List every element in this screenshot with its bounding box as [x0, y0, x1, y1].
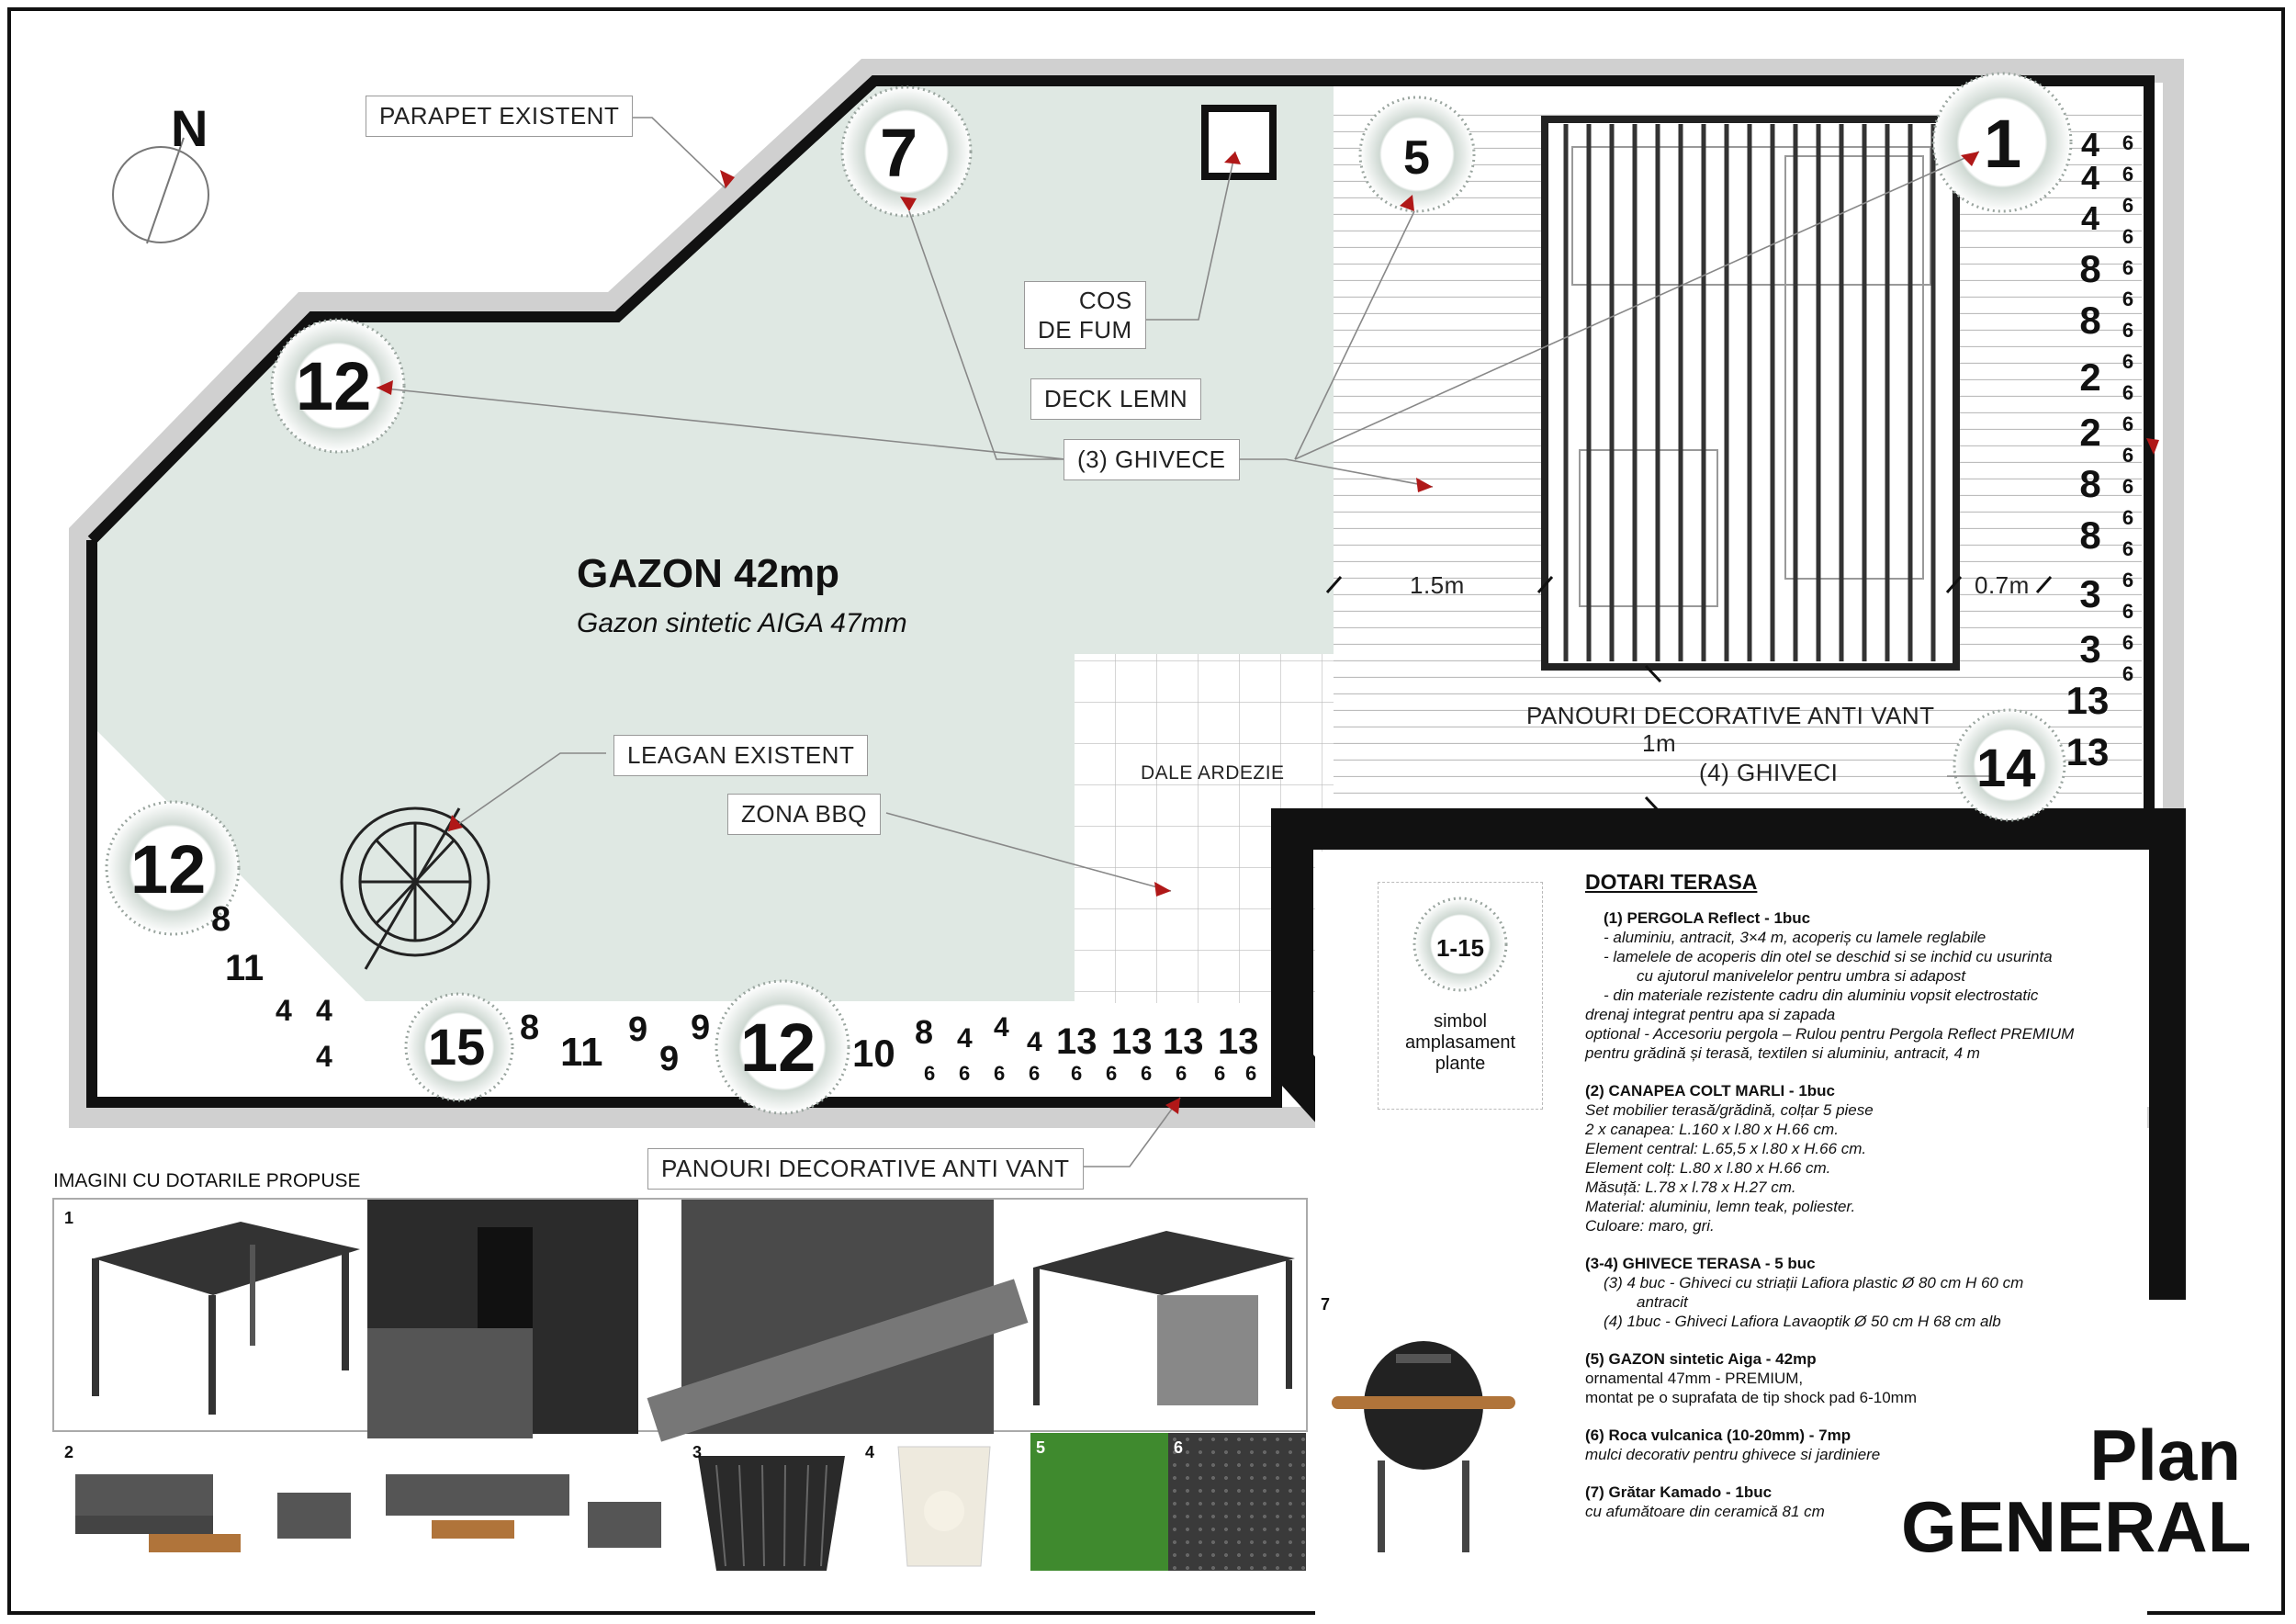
- right-six-column: [2117, 133, 2139, 695]
- photo-pergola: [57, 1203, 360, 1424]
- plant-symbol-legend: [1378, 882, 1543, 1110]
- pergola-screen-illustration: [1019, 1203, 1304, 1424]
- photo-pergola-detail: [367, 1200, 638, 1434]
- item-line: Element colț: L.80 x l.80 x H.66 cm.: [1585, 1159, 1831, 1177]
- plant-label: 4: [1027, 1027, 1042, 1057]
- label-parapet: PARAPET EXISTENT: [366, 96, 633, 137]
- plant-label: 6: [2122, 569, 2134, 592]
- plant-label: 8: [520, 1009, 540, 1047]
- photo-pergola-screen: [1019, 1203, 1304, 1424]
- plant-label: 4: [316, 1040, 332, 1073]
- plant-label: 6: [2122, 319, 2134, 342]
- plant-12b: 12: [130, 831, 207, 908]
- plant-label: 6: [2122, 225, 2134, 248]
- plant-label: 13: [2065, 679, 2110, 722]
- item-line: drenaj integrat pentru apa si zapada: [1585, 1006, 1836, 1023]
- plant-label: 8: [211, 900, 231, 939]
- plant-label: 6: [2122, 163, 2134, 186]
- item-line: Set mobilier terasă/grădină, colțar 5 piese: [1585, 1101, 1874, 1119]
- pot-3-illustration: [689, 1438, 854, 1575]
- item-line: - lamelele de acoperis din otel se deschid si se inchid cu usurinta: [1604, 948, 2053, 965]
- item-heading: (7) Grătar Kamado - 1buc: [1585, 1483, 1773, 1501]
- plant-label: 6: [1141, 1062, 1153, 1085]
- plant-label: 6: [1029, 1062, 1041, 1085]
- photo-pot-4: [861, 1438, 1027, 1575]
- legend-line1: simbol: [1434, 1011, 1487, 1032]
- item-line: Element central: L.65,5 x l.80 x H.66 cm.: [1585, 1140, 1867, 1157]
- item-line: 2 x canapea: L.160 x l.80 x H.66 cm.: [1585, 1121, 1839, 1138]
- chimney: [1205, 108, 1273, 176]
- dim-1-5m: 1.5m: [1410, 571, 1465, 599]
- plant-label: 2: [2079, 411, 2101, 454]
- label-pots-3: (3) GHIVECE: [1064, 439, 1240, 480]
- plant-label: 8: [2079, 247, 2101, 290]
- photo-sofa: [57, 1438, 378, 1575]
- right-plant-column: [2065, 126, 2114, 784]
- item-line: Material: aluminiu, lemn teak, poliester.: [1585, 1198, 1856, 1215]
- label-panels-bottom: PANOURI DECORATIVE ANTI VANT: [647, 1148, 1084, 1190]
- label-bbq: ZONA BBQ: [727, 794, 881, 835]
- item-line: optional - Accesoriu pergola – Rulou pentru Pergola Reflect PREMIUM: [1585, 1025, 2075, 1043]
- label-panels-top: PANOURI DECORATIVE ANTI VANT: [1526, 702, 1935, 729]
- plant-label: 13: [1056, 1021, 1097, 1062]
- item-lawn: [1585, 1349, 2099, 1407]
- plant-label: 6: [959, 1062, 971, 1085]
- plant-label: 6: [2122, 194, 2134, 217]
- label-chimney: [1024, 281, 1146, 349]
- photo-number: 5: [1036, 1438, 1046, 1457]
- plant-label: 4: [2080, 199, 2100, 237]
- plant-label: 13: [1218, 1021, 1259, 1062]
- plant-15: 15: [428, 1018, 486, 1076]
- item-line: mulci decorativ pentru ghivece si jardiniere: [1585, 1446, 1881, 1463]
- plant-label: 6: [2122, 444, 2134, 467]
- item-line: antracit: [1637, 1293, 1688, 1311]
- plant-label: 6: [2122, 381, 2134, 404]
- item-heading: (1) PERGOLA Reflect - 1buc: [1604, 909, 1811, 927]
- photo-artificial-grass: [1030, 1433, 1168, 1571]
- item-line: ornamental 47mm - PREMIUM,: [1585, 1370, 1804, 1387]
- photo-number: 2: [64, 1443, 74, 1461]
- item-line: cu ajutorul manivelelor pentru umbra si adapost: [1637, 967, 1966, 985]
- item-line: Culoare: maro, gri.: [1585, 1217, 1715, 1235]
- plant-label: 4: [994, 1012, 1009, 1043]
- plant-5: 5: [1403, 131, 1430, 185]
- dim-1m: 1m: [1642, 729, 1677, 757]
- beam-shape: [647, 1279, 1029, 1441]
- photo-sofa-2: [377, 1438, 680, 1575]
- photo-kamado-grill: [1313, 1295, 1534, 1580]
- plant-label: 9: [659, 1040, 680, 1078]
- plant-label: 6: [1176, 1062, 1187, 1085]
- plant-label: 6: [2122, 288, 2134, 310]
- item-line: - din materiale rezistente cadru din aluminiu vopsit electrostatic: [1604, 987, 2039, 1004]
- plant-label: 6: [2122, 475, 2134, 498]
- plant-label: 6: [1214, 1062, 1226, 1085]
- lawn-title: GAZON 42mp: [577, 551, 840, 596]
- item-sofa: [1585, 1081, 2099, 1235]
- plant-label: 8: [2079, 299, 2101, 342]
- plant-label: 13: [1163, 1021, 1204, 1062]
- item-line: - aluminiu, antracit, 3×4 m, acoperiș cu lamele reglabile: [1604, 929, 1986, 946]
- images-title: IMAGINI CU DOTARILE PROPUSE: [53, 1170, 361, 1191]
- amenities-title: DOTARI TERASA: [1585, 870, 1758, 894]
- plan-title-line2: GENERAL: [1901, 1486, 2252, 1567]
- screen-shape: [367, 1328, 533, 1438]
- item-heading: (2) CANAPEA COLT MARLI - 1buc: [1585, 1082, 1835, 1100]
- plant-label: 6: [2122, 600, 2134, 623]
- plant-label: 6: [994, 1062, 1006, 1085]
- item-pergola: [1585, 908, 2099, 1063]
- plant-label: 11: [225, 948, 264, 988]
- pergola-illustration: [57, 1203, 360, 1424]
- item-pots: [1585, 1254, 2099, 1331]
- lawn-subtitle: Gazon sintetic AIGA 47mm: [577, 608, 907, 638]
- plant-label: 9: [691, 1009, 711, 1047]
- plant-label: 8: [2079, 462, 2101, 505]
- photo-lava-rock: [1168, 1433, 1306, 1571]
- plant-label: 6: [2122, 662, 2134, 685]
- item-heading: (3-4) GHIVECE TERASA - 5 buc: [1585, 1255, 1816, 1272]
- photo-number: 6: [1174, 1438, 1184, 1457]
- plan-title: [1901, 1415, 2252, 1567]
- plant-label: 4: [957, 1023, 973, 1054]
- plant-label: 3: [2079, 627, 2101, 671]
- label-swing: LEAGAN EXISTENT: [613, 735, 868, 776]
- label-pot-4: (4) GHIVECI: [1699, 759, 1839, 786]
- plant-14: 14: [1976, 739, 2036, 798]
- item-line: Măsuță: L.78 x l.78 x H.27 cm.: [1585, 1179, 1796, 1196]
- item-heading: (6) Roca vulcanica (10-20mm) - 7mp: [1585, 1427, 1851, 1444]
- plant-1: 1: [1984, 106, 2022, 182]
- plant-label: 6: [2122, 131, 2134, 154]
- label-slate: DALE ARDEZIE: [1141, 762, 1285, 784]
- plant-label: 6: [1245, 1062, 1257, 1085]
- plant-label: 3: [2079, 572, 2101, 615]
- plant-label: 6: [2122, 506, 2134, 529]
- item-line: cu afumătoare din ceramică 81 cm: [1585, 1503, 1825, 1520]
- legend-line3: plante: [1435, 1054, 1486, 1074]
- photo-pot-3: [689, 1438, 854, 1575]
- north-letter: N: [171, 99, 208, 157]
- photo-number: 4: [865, 1443, 875, 1461]
- plant-label: 6: [1071, 1062, 1083, 1085]
- plant-label: 10: [852, 1032, 895, 1075]
- sofa-2-illustration: [377, 1438, 680, 1575]
- plant-label: 6: [2122, 256, 2134, 279]
- plant-label: 6: [1106, 1062, 1118, 1085]
- plant-12c: 12: [740, 1009, 816, 1086]
- item-line: pentru grădină și terasă, textilen si aluminiu, antracit, 4 m: [1585, 1044, 1980, 1062]
- plant-label: 6: [2122, 631, 2134, 654]
- kamado-illustration: [1313, 1314, 1534, 1580]
- plant-label: 8: [2079, 513, 2101, 557]
- label-deck: DECK LEMN: [1030, 378, 1201, 420]
- plant-label: 4: [276, 994, 292, 1027]
- legend-line2: amplasament: [1404, 1032, 1516, 1053]
- plant-label: 6: [2122, 412, 2134, 435]
- plant-label: 6: [2122, 350, 2134, 373]
- plant-label: 13: [1111, 1021, 1153, 1062]
- plant-label: 11: [560, 1030, 603, 1075]
- plant-label: 4: [2080, 159, 2100, 197]
- dim-0-7m: 0.7m: [1975, 571, 2030, 599]
- item-line: montat pe o suprafata de tip shock pad 6-10mm: [1585, 1389, 1917, 1406]
- plant-12a: 12: [296, 348, 372, 424]
- photo-number: 1: [64, 1209, 74, 1227]
- plant-label: 4: [316, 994, 332, 1027]
- pot-4-illustration: [861, 1438, 1027, 1575]
- photo-pergola-roof: [681, 1200, 994, 1434]
- item-heading: (5) GAZON sintetic Aiga - 42mp: [1585, 1350, 1817, 1368]
- label-chimney-line1: COS: [1078, 287, 1132, 314]
- plant-label: 6: [924, 1062, 936, 1085]
- legend-range: 1-15: [1435, 934, 1485, 962]
- plan-title-line1: Plan: [2089, 1415, 2241, 1495]
- plant-label: 4: [2080, 126, 2100, 164]
- plant-label: 13: [2065, 730, 2110, 773]
- photo-number: 7: [1321, 1295, 1331, 1314]
- plant-label: 9: [628, 1010, 648, 1049]
- plant-label: 8: [915, 1013, 934, 1051]
- pergola: [1545, 119, 1956, 667]
- photo-number: 3: [692, 1443, 703, 1461]
- item-line: (3) 4 buc - Ghiveci cu striații Lafiora plastic Ø 80 cm H 60 cm: [1604, 1274, 2024, 1291]
- label-chimney-line2: DE FUM: [1038, 316, 1132, 344]
- plant-label: 2: [2079, 355, 2101, 399]
- plant-label: 6: [2122, 537, 2134, 560]
- sofa-illustration: [57, 1438, 378, 1575]
- item-line: (4) 1buc - Ghiveci Lafiora Lavaoptik Ø 50 cm H 68 cm alb: [1604, 1313, 2001, 1330]
- plant-7: 7: [880, 115, 918, 191]
